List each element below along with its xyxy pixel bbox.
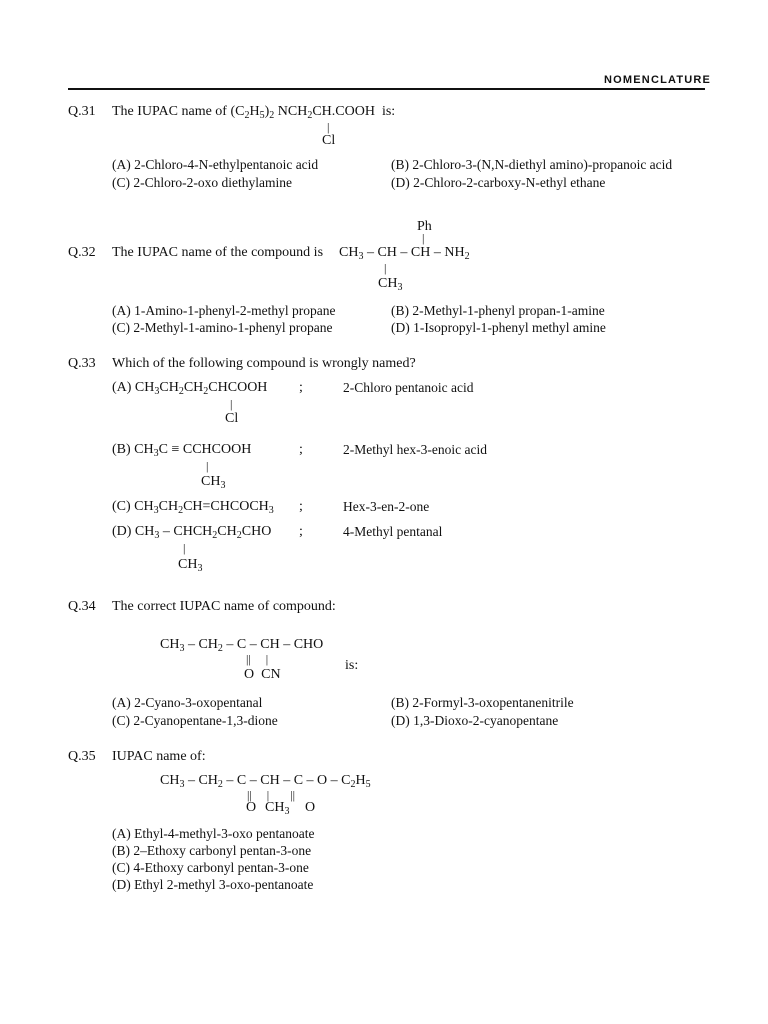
option-c[interactable]: (C) 4-Ethoxy carbonyl pentan-3-one xyxy=(112,860,309,875)
option-d[interactable]: (D) 2-Chloro-2-carboxy-N-ethyl ethane xyxy=(391,175,606,190)
bond-line: | xyxy=(327,120,330,134)
substituent-top: Ph xyxy=(417,219,432,234)
question-number: Q.33 xyxy=(68,356,96,371)
substituent-1: O xyxy=(246,800,257,815)
option-c[interactable]: (C) 2-Cyanopentane-1,3-dione xyxy=(112,713,278,728)
option-d[interactable]: (D) Ethyl 2-methyl 3-oxo-pentanoate xyxy=(112,877,314,892)
option-a[interactable]: (A) Ethyl-4-methyl-3-oxo pentanoate xyxy=(112,826,315,841)
option-c[interactable]: (C) 2-Methyl-1-amino-1-phenyl propane xyxy=(112,320,333,335)
separator: ; xyxy=(299,442,303,457)
substituent: Cl xyxy=(322,133,336,148)
substituent-3: O xyxy=(305,800,316,815)
substituent: Cl xyxy=(225,411,239,426)
option-c[interactable]: (C) $CH_3CH_2CH=CHCOCH_3$ xyxy=(112,499,274,516)
substituent: $CH_3$ xyxy=(201,474,226,491)
question-stem: The IUPAC name of the compound is xyxy=(112,245,324,260)
formula: $CH_3 - CH_2$ – C – CH – CHO xyxy=(160,637,324,654)
option-name: 2-Chloro pentanoic acid xyxy=(343,380,474,395)
question-number: Q.34 xyxy=(68,599,96,614)
substituent-bottom: $CH_3$ xyxy=(378,276,403,293)
question-stem: The IUPAC name of $(C_2H_5)_2$ $NCH_2CH.COOH$ is: xyxy=(112,104,396,121)
bond-line: | xyxy=(384,261,387,275)
option-name: 2-Methyl hex-3-enoic acid xyxy=(343,442,487,457)
question-stem: IUPAC name of: xyxy=(112,749,206,764)
bond-lines: || | || xyxy=(247,788,296,802)
bond-line: | xyxy=(422,231,425,245)
option-b[interactable]: (B) 2-Formyl-3-oxopentanenitrile xyxy=(391,695,574,710)
bond-lines: || | xyxy=(246,652,269,666)
separator: ; xyxy=(299,499,303,514)
option-name: 4-Methyl pentanal xyxy=(343,524,443,539)
header-rule xyxy=(68,88,705,90)
question-number: Q.35 xyxy=(68,749,96,764)
option-a[interactable]: (A) $CH_3CH_2CH_2CHCOOH$ xyxy=(112,380,268,397)
option-a[interactable]: (A) 2-Chloro-4-N-ethylpentanoic acid xyxy=(112,157,319,172)
option-c[interactable]: (C) 2-Chloro-2-oxo diethylamine xyxy=(112,175,292,190)
question-stem: The correct IUPAC name of compound: xyxy=(112,599,336,614)
option-b[interactable]: (B) 2–Ethoxy carbonyl pentan-3-one xyxy=(112,843,312,858)
separator: ; xyxy=(299,524,303,539)
substituents: O CN xyxy=(244,667,281,682)
question-stem: Which of the following compound is wrongly named? xyxy=(112,356,416,371)
question-number: Q.31 xyxy=(68,104,96,119)
formula: $CH_3$ – CH – CH – $NH_2$ xyxy=(339,245,470,262)
bond-line: | xyxy=(183,541,186,555)
option-d[interactable]: (D) $CH_3$ – $CHCH_2CH_2CHO$ xyxy=(112,524,272,541)
substituent: $CH_3$ xyxy=(178,557,203,574)
is-label: is: xyxy=(345,658,359,673)
formula: $CH_3 - CH_2$ – C – CH – C – O – $C_2H_5$ xyxy=(160,773,371,790)
substituent-2: $CH_3$ xyxy=(265,800,290,817)
option-b[interactable]: (B) $CH_3C$ ≡ CCHCOOH xyxy=(112,442,252,459)
separator: ; xyxy=(299,380,303,395)
bond-line: | xyxy=(230,397,233,411)
option-d[interactable]: (D) 1-Isopropyl-1-phenyl methyl amine xyxy=(391,320,606,335)
question-number: Q.32 xyxy=(68,245,96,260)
option-a[interactable]: (A) 1-Amino-1-phenyl-2-methyl propane xyxy=(112,303,336,318)
option-b[interactable]: (B) 2-Methyl-1-phenyl propan-1-amine xyxy=(391,303,605,318)
option-d[interactable]: (D) 1,3-Dioxo-2-cyanopentane xyxy=(391,713,559,728)
option-name: Hex-3-en-2-one xyxy=(343,499,430,514)
section-header: NOMENCLATURE xyxy=(604,74,712,86)
bond-line: | xyxy=(206,459,209,473)
option-a[interactable]: (A) 2-Cyano-3-oxopentanal xyxy=(112,695,263,710)
option-b[interactable]: (B) 2-Chloro-3-(N,N-diethyl amino)-propanoic acid xyxy=(391,157,673,172)
